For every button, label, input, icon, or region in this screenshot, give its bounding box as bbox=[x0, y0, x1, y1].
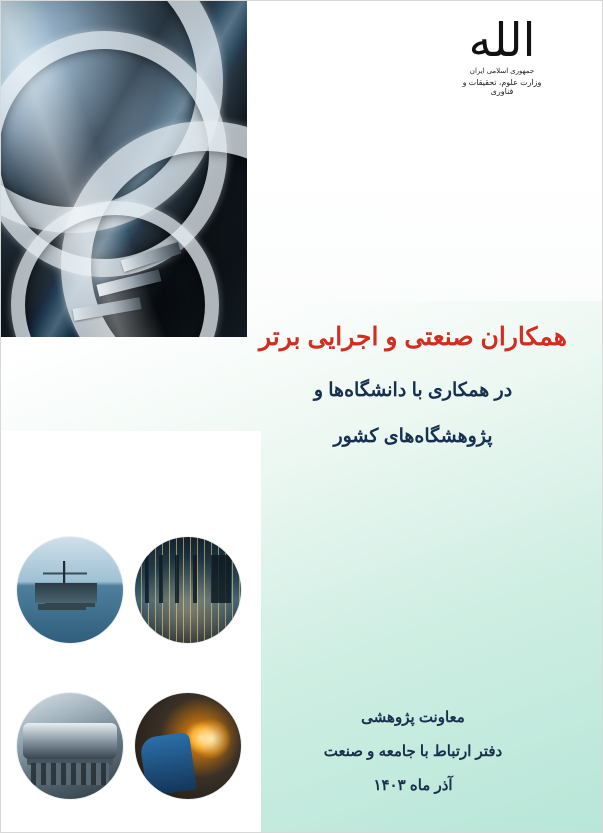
page-title: همکاران صنعتی و اجرایی برتر bbox=[259, 323, 567, 351]
refinery-at-night-photo bbox=[135, 537, 241, 643]
heavy-machinery-photo bbox=[17, 693, 123, 799]
iran-emblem-icon: الله bbox=[468, 13, 536, 67]
refinery-photo-content bbox=[135, 537, 241, 643]
footer-block bbox=[248, 701, 578, 803]
welding-photo-content bbox=[135, 693, 241, 799]
footer-deputy-label: معاونت پژوهشی bbox=[361, 709, 465, 726]
emblem-ministry-label: وزارت علوم، تحقیقات و فناوری bbox=[462, 78, 542, 96]
footer-date-label: آذر ماه ۱۴۰۳ bbox=[373, 777, 453, 794]
emblem-country-label: جمهوری اسلامی ایران bbox=[469, 68, 535, 75]
machinery-photo-content bbox=[17, 693, 123, 799]
page-subtitle-1: در همکاری با دانشگاه‌ها و bbox=[313, 380, 513, 401]
title-block bbox=[248, 317, 578, 453]
page-subtitle-2: پژوهشگاه‌های کشور bbox=[333, 426, 493, 447]
footer-office-label: دفتر ارتباط با جامعه و صنعت bbox=[323, 743, 503, 760]
offshore-oil-platform-photo bbox=[17, 537, 123, 643]
offshore-photo-content bbox=[17, 537, 123, 643]
iran-emblem bbox=[454, 15, 550, 96]
welding-worker-photo bbox=[135, 693, 241, 799]
